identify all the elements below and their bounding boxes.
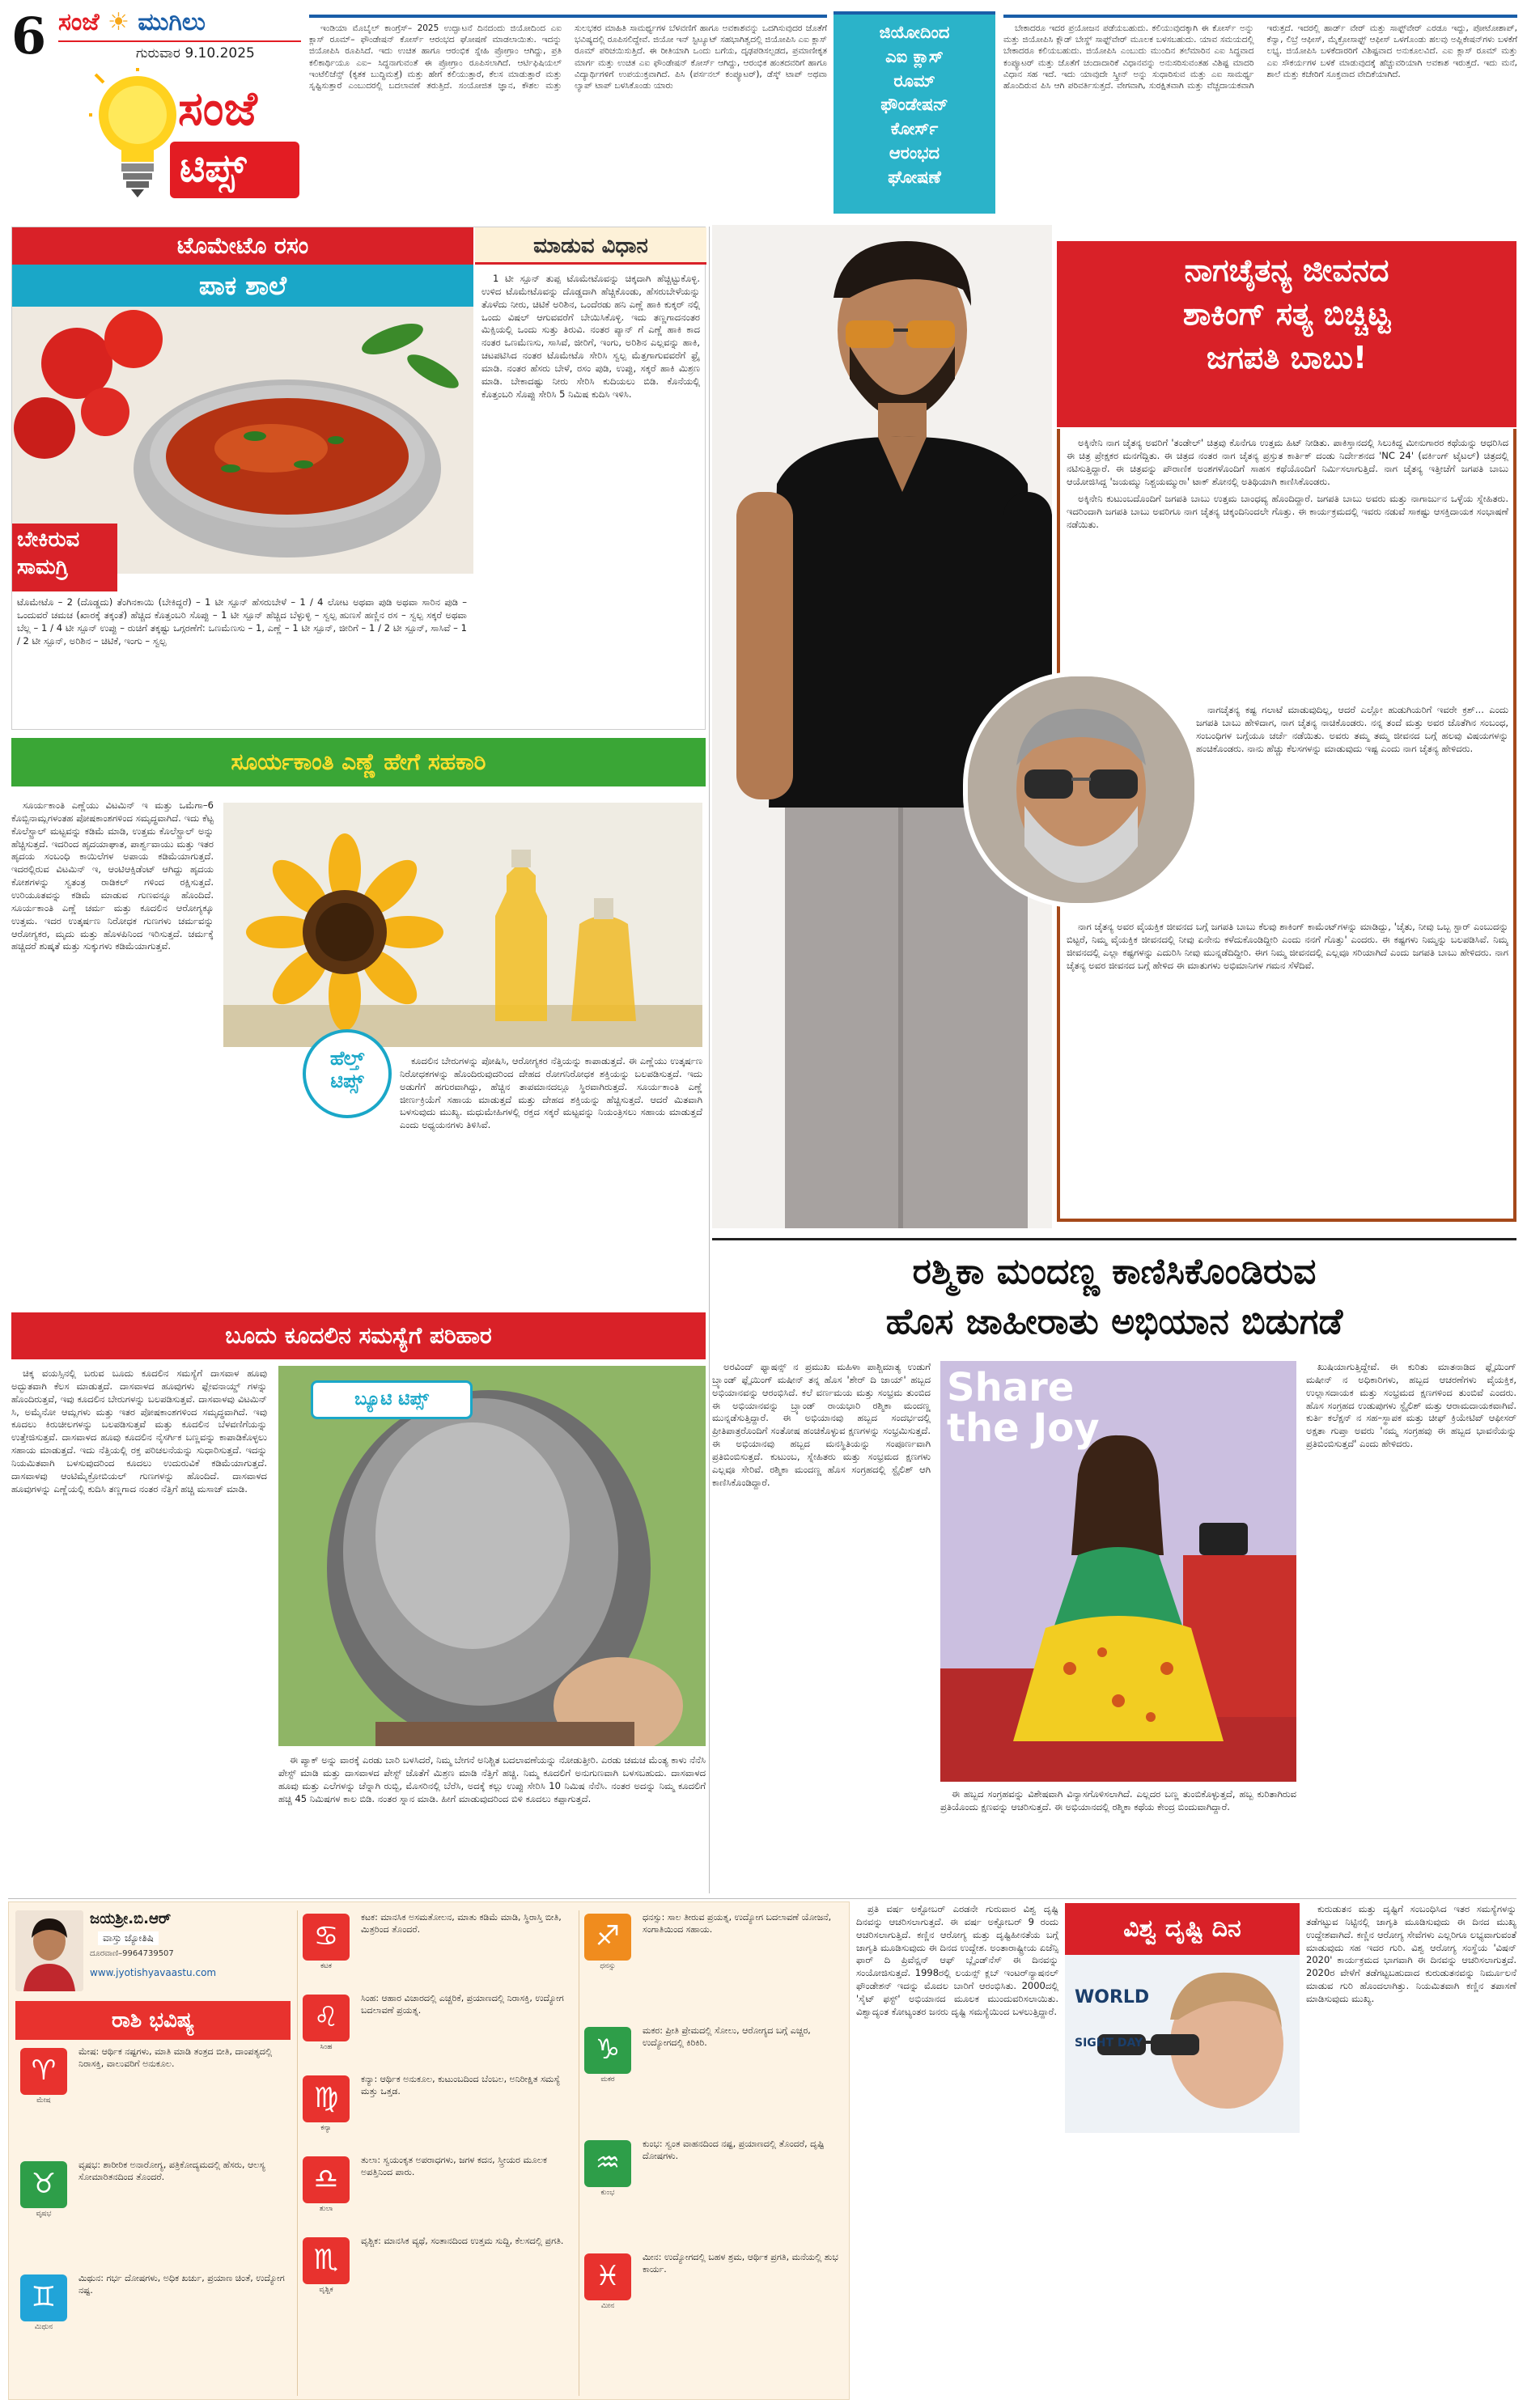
sunflower-text-2: ಕೂದಲಿನ ಬೇರುಗಳನ್ನು ಪೋಷಿಸಿ, ಆರೋಗ್ಯಕರ ನೆತ್ತಿಯನ್ನು ಕಾಪಾಡುತ್ತದೆ. ಈ ಎಣ್ಣೆಯು ಉತ್ಕರ್ಷಣ ನಿರೋಧಕಗಳನ್ನು ಹೊಂದಿರುವುದರಿಂದ ದೇಹದ ರೋಗನಿರೋಧಕ ಶಕ್ತಿಯನ್ನು ಬಲಪಡಿಸುತ್ತದೆ. ಇದು ಅಡುಗೆಗೆ ಹಗುರವಾಗಿದ್ದು, ಹೆಚ್ಚಿನ ತಾಪಮಾನದಲ್ಲೂ ಸ್ಥಿರವಾಗಿರುತ್ತದೆ. ಸೂರ್ಯಕಾಂತಿ ಎಣ್ಣೆ ಜೀರ್ಣಕ್ರಿಯೆಗೆ ಸಹಾಯ ಮಾಡುತ್ತದೆ ಮತ್ತು ದೇಹದ ಶಕ್ತಿಯನ್ನು ಹೆಚ್ಚಿಸುತ್ತದೆ. ಆದರೆ ಮಿತವಾಗಿ ಬಳಸುವುದು ಮುಖ್ಯ. ಮಧುಮೇಹಿಗಳಲ್ಲಿ ರಕ್ತದ ಸಕ್ಕರೆ ಮಟ್ಟವನ್ನು ನಿಯಂತ್ರಿಸಲು ಸಹಾಯ ಮಾಡುತ್ತದೆ ಎಂದು ಅಧ್ಯಯನಗಳು ತಿಳಿಸಿವೆ. xyxy=(400,1055,702,1131)
sunflower-col2 xyxy=(400,1055,702,1301)
horoscope-row xyxy=(15,2158,291,2271)
sunflower-title: ಸೂರ್ಯಕಾಂತಿ ಎಣ್ಣೆ ಹೇಗೆ ಸಹಕಾರಿ xyxy=(231,748,486,775)
sunflower-section xyxy=(11,738,706,1304)
ingredients-text: ಟೊಮೇಟೊ – 2 (ದೊಡ್ಡದು) ತೆಂಗಿನಕಾಯಿ (ಬೇಕಿದ್ದರೆ) – 1 ಟೀ ಸ್ಪೂನ್ ಹೆಸರುಬೇಳೆ – 1 / 4 ಲೋಟ ಅಥವಾ ಪುಡಿ ಅಥವಾ ಸಾರಿನ ಪುಡಿ – ಒಂದುವರೆ ಚಮಚ (ಖಾರಕ್ಕೆ ತಕ್ಕಂತೆ) ಹೆಚ್ಚಿದ ಕೊತ್ತಂಬರಿ ಸೊಪ್ಪು – 1 ಟೀ ಸ್ಪೂನ್ ಹೆಚ್ಚಿದ ಬೆಳ್ಳುಳ್ಳಿ – ಸ್ವಲ್ಪ ಹುಣಸೆ ಹಣ್ಣಿನ ರಸ – ಸ್ವಲ್ಪ ಸಕ್ಕರೆ ಅಥವಾ ಬೆಲ್ಲ – 1 / 4 ಟೀ ಸ್ಪೂನ್ ಉಪ್ಪು – ರುಚಿಗೆ ತಕ್ಕಷ್ಟು ಒಗ್ಗರಣೆಗೆ: ಒಣಮೆಣಸು – 1, ಎಣ್ಣೆ – 1 ಟೀ ಸ್ಪೂನ್, ಜೀರಿಗೆ – 1 / 2 ಟೀ ಸ್ಪೂನ್, ಸಾಸಿವೆ – 1 / 2 ಟೀ ಸ್ಪೂನ್, ಅರಿಶಿನ – ಚಿಟಿಕೆ, ಇಂಗು – ಸ್ವಲ್ಪ xyxy=(17,596,467,647)
poster-text xyxy=(1075,1987,1149,2050)
sunflower-text-1: ಸೂರ್ಯಕಾಂತಿ ಎಣ್ಣೆಯು ವಿಟಮಿನ್ ಇ ಮತ್ತು ಒಮೆಗಾ–6 ಕೊಬ್ಬಿನಾಮ್ಲಗಳಂತಹ ಪೋಷಕಾಂಶಗಳಿಂದ ಸಮೃದ್ಧವಾಗಿದೆ. ಇದು ಕೆಟ್ಟ ಕೊಲೆಸ್ಟ್ರಾಲ್ ಮಟ್ಟವನ್ನು ಕಡಿಮೆ ಮಾಡಿ, ಉತ್ತಮ ಕೊಲೆಸ್ಟ್ರಾಲ್ ಅನ್ನು ಹೆಚ್ಚಿಸುತ್ತದೆ. ಇದರಿಂದ ಹೃದಯಾಘಾತ, ಪಾರ್ಶ್ವವಾಯು ಮತ್ತು ಇತರ ಹೃದಯ ಸಂಬಂಧಿ ಕಾಯಿಲೆಗಳ ಅಪಾಯ ಕಡಿಮೆಯಾಗುತ್ತದೆ. ಇದರಲ್ಲಿರುವ ವಿಟಮಿನ್ ಇ, ಆಂಟಿಆಕ್ಸಿಡೆಂಟ್ ಆಗಿದ್ದು ಹೃದಯ ಕೋಶಗಳನ್ನು ಸ್ವತಂತ್ರ ರಾಡಿಕಲ್ ಗಳಿಂದ ರಕ್ಷಿಸುತ್ತದೆ. ಉರಿಯೂತವನ್ನು ಕಡಿಮೆ ಮಾಡುವ ಗುಣವನ್ನೂ ಹೊಂದಿದೆ. ಸೂರ್ಯಕಾಂತಿ ಎಣ್ಣೆ ಚರ್ಮ ಮತ್ತು ಕೂದಲಿನ ಆರೋಗ್ಯಕ್ಕೂ ಉತ್ತಮ. ಇದರ ಉತ್ಕರ್ಷಣ ನಿರೋಧಕ ಗುಣಗಳು ಚರ್ಮವನ್ನು ಆರೋಗ್ಯಕರ, ಮೃದು ಮತ್ತು ಹೊಳಪಿನಿಂದ ಇರಿಸುತ್ತದೆ. ಚರ್ಮಕ್ಕೆ ಹಚ್ಚಿದರೆ ಶುಷ್ಕತೆ ಮತ್ತು ಸುಕ್ಕುಗಳು ಕಡಿಮೆಯಾಗುತ್ತವೆ. xyxy=(11,799,214,952)
headline-line: ಘೋಷಣೆ xyxy=(888,167,941,187)
ingredients-label-2: ಸಾಮಗ್ರಿ xyxy=(17,554,69,579)
virgo-icon: ♍ xyxy=(303,2075,350,2122)
top-story-headline-box xyxy=(833,11,995,214)
hair-section xyxy=(11,1312,706,1895)
gemini-icon: ♊ xyxy=(20,2274,67,2321)
ad-tagline-1: Share xyxy=(947,1365,1075,1410)
method-title-bar xyxy=(475,227,706,265)
top-story-text-1: ಇಂಡಿಯಾ ಮೊಬೈಲ್ ಕಾಂಗ್ರೆಸ್– 2025 ಉದ್ಘಾಟನೆ ದಿನದಂದು ಜಿಯೋದಿಂದ ಎಐ ಕ್ಲಾಸ್ ರೂಮ್– ಫೌಂಡೇಷನ್ ಕೋರ್ಸ್ ಆರಂಭದ ಘೋಷಣೆ ಮಾಡಲಾಯಿತು. ಇದನ್ನು ಜಿಯೋಪಿಸಿ ರೂಪಿಸಿದೆ. ಇದು ಉಚಿತ ಹಾಗೂ ಆರಂಭಿಕ ಸ್ನೇಹಿ ಪ್ರೋಗ್ರಾಂ ಆಗಿದ್ದು, ಪ್ರತಿ ಕಲಿಕಾರ್ಥಿಯೂ ಎಐ– ಸಿದ್ಧನಾಗುವಂತೆ ಈ ಪ್ರೋಗ್ರಾಂ ರೂಪಿಸಲಾಗಿದೆ. ಆರ್ಟಿಫಿಷಿಯಲ್ ಇಂಟೆಲಿಜೆನ್ಸ್ (ಕೃತಕ ಬುದ್ಧಿಮತ್ತೆ) ಮತ್ತು ಹೇಗೆ ಕಲಿಯುತ್ತಾರೆ, ಕೆಲಸ ಮಾಡುತ್ತಾರೆ ಮತ್ತು ಸೃಷ್ಟಿಸುತ್ತಾರೆ ಎಂಬುದರಲ್ಲಿ ಬದಲಾವಣೆ ತರುತ್ತಿದೆ. ಸಂಯೋಜಿತ ಜ್ಞಾನ, ಕೌಶಲ ಮತ್ತು ಸುಲಭಕರ ಮಾಹಿತಿ ಸಾಮರ್ಥ್ಯಗಳ ಬೆಳವಣಿಗೆ ಹಾಗೂ ಅವಕಾಶವನ್ನು ಒದಗಿಸುವುದರ ಜೊತೆಗೆ ಭವಿಷ್ಯದಲ್ಲಿ ರೂಪಿಸಲಿದ್ದೇವೆ. ಜಿಯೋ ಇನ್ ಸ್ಟಿಟ್ಯೂಟ್ ಸಹಭಾಗಿತ್ವದಲ್ಲಿ ಜಿಯೋಪಿಸಿ ಎಐ ಕ್ಲಾಸ್ ರೂಮ್ ಪರಿಚಯಿಸುತ್ತಿದೆ. ಈ ರೀತಿಯಾಗಿ ಒಂದು ಬಗೆಯ, ದೃಢಪಡಿಸಲ್ಪಡದ, ಪ್ರಮಾಣೀಕೃತ ಮಾರ್ಗ ಮತ್ತು ಉಚಿತ ಎಐ ಫೌಂಡೇಷನ್ ಕೋರ್ಸ್ ಆಗಿದ್ದು, ಆರಂಭಿಕ ಹಂತದವರಿಗೆ ಹಾಗೂ ವಿದ್ಯಾರ್ಥಿಗಳಿಗೆ ಉಪಯುಕ್ತವಾಗಿದೆ. ಪಿಸಿ (ಪರ್ಸನಲ್ ಕಂಪ್ಯೂಟರ್), ಡೆಸ್ಕ್ ಟಾಪ್ ಅಥವಾ ಲ್ಯಾಪ್ ಟಾಪ್ ಬಳಸಿಕೊಂಡು ಯಾರು xyxy=(309,23,827,91)
sign-name: ಕುಂಭ xyxy=(600,2189,615,2197)
method-title: ಮಾಡುವ ವಿಧಾನ xyxy=(533,234,648,258)
hair-title: ಬೂದು ಕೂದಲಿನ ಸಮಸ್ಯೆಗೆ ಪರಿಹಾರ xyxy=(225,1322,492,1349)
naga-text-2: ಅಕ್ಕಿನೇನಿ ಕುಟುಂಬದೊಂದಿಗೆ ಜಗಪತಿ ಬಾಬು ಉತ್ತಮ ಬಾಂಧವ್ಯ ಹೊಂದಿದ್ದಾರೆ. ಜಗಪತಿ ಬಾಬು ಅವರು ಮತ್ತು ನಾಗಾರ್ಜುನ ಒಳ್ಳೆಯ ಸ್ನೇಹಿತರು. ಇದರಿಂದಾಗಿ ಜಗಪತಿ ಬಾಬು ಅವರಿಗೂ ನಾಗ ಚೈತನ್ಯ ಚಿಕ್ಕಂದಿನಿಂದಲೇ ಗೊತ್ತು. ಈ ಕಾರ್ಯಕ್ರಮದಲ್ಲಿ ಇವರು ನಡುವೆ ಸಾಕಷ್ಟು ಆಸಕ್ತಿದಾಯಕ ಸಂಭಾಷಣೆ ನಡೆಯಿತು. xyxy=(1067,493,1508,531)
naga-text-3: ನಾಗಚೈತನ್ಯ ಕಷ್ಟ ಗಲಾಟೆ ಮಾಡುವುದಿಲ್ಲ, ಆದರೆ ಎಲ್ಲೋ ಹುಡುಗಿಯರಿಗೆ ಇವರೇ ಕ್ರಶ್... ಎಂದು ಜಗಪತಿ ಬಾಬು ಹೇಳಿದಾಗ, ನಾಗ ಚೈತನ್ಯ ನಾಚಿಕೊಂಡರು. ನನ್ನ ತಂದೆ ಮತ್ತು ಅವರ ಜೊತೆಗಿನ ಸಂಬಂಧ, ಸಂಬಂಧಿಗಳ ಬಗ್ಗೆಯೂ ಚರ್ಚೆ ನಡೆಯಿತು. ಅವರು ತಮ್ಮ ತಮ್ಮ ಜೀವನದ ಬಗ್ಗೆ ಹಲವು ವಿಷಯಗಳನ್ನು ಹಂಚಿಕೊಂಡರು. ನಾನು ಹೆಚ್ಚು ಕೆಲಸಗಳನ್ನು ಮಾಡುವುದು ಇಷ್ಟ ಎಂದು ನಾಗ ಚೈತನ್ಯ ಹೇಳಿದರು. xyxy=(1196,704,1508,754)
brand-left: ಸಂಜೆ xyxy=(58,8,100,36)
top-story-col1 xyxy=(309,15,827,217)
sign-text: ಮೀನ: ಉದ್ಯೋಗದಲ್ಲಿ ಬಹಳ ಶ್ರಮ, ಆರ್ಥಿಕ ಪ್ರಗತಿ, ಮನೆಯಲ್ಲಿ ಶುಭ ಕಾರ್ಯ. xyxy=(643,2252,838,2274)
horoscope-row xyxy=(15,2271,291,2385)
sign-name: ಮೀನ xyxy=(600,2302,615,2310)
sign-text: ತುಲಾ: ಸ್ವಯಂಕೃತ ಅಪರಾಧಗಳು, ಜಗಳ ಕದನ, ಸ್ತ್ರೀಯರ ಮೂಲಕ ಅಪತ್ತಿನಿಂದ ಪಾರು. xyxy=(361,2155,547,2177)
page-number: 6 xyxy=(11,6,47,66)
hair-col1 xyxy=(11,1367,267,1892)
horoscope-col-right xyxy=(579,1910,846,2396)
ingredients-label xyxy=(12,524,117,591)
naga-text-1: ಅಕ್ಕಿನೇನಿ ನಾಗ ಚೈತನ್ಯ ಅವರಿಗೆ 'ತಂಡೇಲ್' ಚಿತ್ರವು ಕೊನೆಗೂ ಉತ್ತಮ ಹಿಟ್ ನೀಡಿತು. ಪಾಕಿಸ್ತಾನದಲ್ಲಿ ಸಿಲುಕಿದ್ದ ಮೀನುಗಾರರ ಕಥೆಯನ್ನು ಆಧರಿಸಿದ ಈ ಚಿತ್ರ ಪ್ರೇಕ್ಷಕರ ಮನಗೆದ್ದಿತು. ಈ ಚಿತ್ರದ ನಂತರ ನಾಗ ಚೈತನ್ಯ ಪ್ರಸ್ತುತ ಕಾರ್ತಿಕ್ ದಂಡು ನಿರ್ದೇಶನದ 'NC 24' (ವರ್ಕಿಂಗ್ ಟೈಟಲ್) ಚಿತ್ರದಲ್ಲಿ ನಟಿಸುತ್ತಿದ್ದಾರೆ. ಈ ಚಿತ್ರವನ್ನು ಪೌರಾಣಿಕ ಅಂಶಗಳೊಂದಿಗೆ ಸಾಹಸ ಕಥೆಯೊಂದಿಗೆ ನಿರ್ಮಿಸಲಾಗುತ್ತಿದೆ. ನಾಗ ಚೈತನ್ಯ ಇತ್ತೀಚೆಗೆ ಜಗಪತಿ ಬಾಬು ಆಯೋಜಿಸಿದ್ದ 'ಜಯಮ್ಮು ನಿಶ್ಚಯಮ್ಮುರಾ' ಟಾಕ್ ಶೋನಲ್ಲಿ ಅತಿಥಿಯಾಗಿ ಕಾಣಿಸಿಕೊಂಡರು. xyxy=(1067,437,1508,487)
author-role: ವಾಸ್ತು ಜ್ಯೋತಿಷಿ xyxy=(98,1931,159,1945)
scorpio-icon: ♏ xyxy=(303,2237,350,2284)
horoscope-row xyxy=(298,2072,572,2153)
sign-name: ಮೇಷ xyxy=(36,2096,51,2105)
rashmika-headline-2: ಹೊಸ ಜಾಹೀರಾತು ಅಭಿಯಾನ ಬಿಡುಗಡೆ xyxy=(885,1301,1343,1343)
horoscope-section xyxy=(8,1901,850,2400)
cancer-icon: ♋ xyxy=(303,1914,350,1961)
author-name: ಜಯಶ್ರೀ.ಬಿ.ಆರ್ xyxy=(90,1910,172,1927)
naga-para-bottom xyxy=(1067,921,1508,1214)
column-rule xyxy=(709,227,710,1893)
sign-text: ಮಿಥುನ: ಗರ್ಭ ದೋಷಗಳು, ಅಧಿಕ ಖರ್ಚು, ಪ್ರಯಾಣ ಚಿಂತೆ, ಉದ್ಯೋಗ ನಷ್ಟ. xyxy=(78,2273,285,2296)
horoscope-row xyxy=(298,1910,572,1991)
health-tips-badge xyxy=(303,1029,392,1118)
rashmika-headline-1: ರಶ್ಮಿಕಾ ಮಂದಣ್ಣ ಕಾಣಿಸಿಕೊಂಡಿರುವ xyxy=(912,1251,1317,1292)
rashmika-text-2: ಈ ಹಬ್ಬದ ಸಂಗ್ರಹವನ್ನು ವಿಶೇಷವಾಗಿ ವಿನ್ಯಾಸಗೊಳಿಸಲಾಗಿದೆ. ಎಲ್ಲದರ ಬಣ್ಣ ತುಂಬಿಕೊಳ್ಳುತ್ತದೆ, ಹಬ್ಬ ಕುರಿತಾಗಿರುವ ಪ್ರತಿಯೊಂದು ಕ್ಷಣವನ್ನು ಆಚರಿಸುತ್ತದೆ. ಈ ಅಭಿಯಾನದಲ್ಲಿ ರಶ್ಮಿಕಾ ಕಥೆಯ ಕೇಂದ್ರ ಬಿಂದುವಾಗಿದ್ದಾರೆ. xyxy=(940,1788,1296,1812)
headline-line: ಕೋರ್ಸ್ xyxy=(890,119,939,139)
libra-icon: ♎ xyxy=(303,2156,350,2203)
sight-text-2: ಕುರುಡುತನ ಮತ್ತು ದೃಷ್ಟಿಗೆ ಸಂಬಂಧಿಸಿದ ಇತರ ಸಮಸ್ಯೆಗಳನ್ನು ತಡೆಗಟ್ಟುವ ನಿಟ್ಟಿನಲ್ಲಿ ಜಾಗೃತಿ ಮೂಡಿಸುವುದು ಈ ದಿನದ ಮುಖ್ಯ ಉದ್ದೇಶವಾಗಿದೆ. ಕಣ್ಣಿನ ಆರೋಗ್ಯ ಸೇವೆಗಳು ಎಲ್ಲರಿಗೂ ಲಭ್ಯವಾಗುವಂತೆ ಮಾಡುವುದು ಸಹ ಇದರ ಗುರಿ. ವಿಶ್ವ ಆರೋಗ್ಯ ಸಂಸ್ಥೆಯ 'ವಿಷನ್ 2020' ಕಾರ್ಯಕ್ರಮದ ಭಾಗವಾಗಿ ಈ ದಿನವನ್ನು ಆಚರಿಸಲಾಗುತ್ತದೆ. 2020ರ ವೇಳೆಗೆ ತಡೆಗಟ್ಟಬಹುದಾದ ಕುರುಡುತನವನ್ನು ನಿರ್ಮೂಲನೆ ಮಾಡುವ ಗುರಿ ಹೊಂದಲಾಗಿತ್ತು. ನಿಯಮಿತವಾಗಿ ಕಣ್ಣಿನ ತಪಾಸಣೆ ಮಾಡಿಸುವುದು ಮುಖ್ಯ. xyxy=(1306,1903,1516,2005)
sign-name: ವೃಷಭ xyxy=(36,2210,52,2218)
method-text-block xyxy=(481,273,700,726)
sunflower-col1 xyxy=(11,799,214,1301)
naga-headline-1: ನಾಗಚೈತನ್ಯ ಜೀವನದ xyxy=(1184,252,1389,288)
masthead-rule xyxy=(58,40,301,42)
hair-col2 xyxy=(278,1754,706,1892)
naga-headline xyxy=(1057,241,1516,380)
headline-line: ಆರಂಭದ xyxy=(889,143,940,163)
sunflower-oil-photo xyxy=(223,803,702,1047)
author-website[interactable]: www.jyotishyavaastu.com xyxy=(90,1967,217,1978)
sign-name: ಕನ್ಯಾ xyxy=(320,2124,332,2132)
sign-text: ವೃಶ್ಚಿಕ: ಮಾನಸಿಕ ವ್ಯಥೆ, ಸಂತಾನದಿಂದ ಉತ್ತಮ ಸುದ್ದಿ, ಕೆಲಸದಲ್ಲಿ ಪ್ರಗತಿ. xyxy=(361,2236,564,2246)
rashmika-text-3: ಖುಷಿಯಾಗುತ್ತಿದ್ದೇವೆ. ಈ ಕುರಿತು ಮಾತನಾಡಿದ ಫ್ಲೈಯಿಂಗ್ ಮಷೀನ್ ನ ಅಧಿಕಾರಿಗಳು, ಹಬ್ಬದ ಆಚರಣೆಗಳು ವೈಯಕ್ತಿಕ, ಉಲ್ಲಾಸದಾಯಕ ಮತ್ತು ಸಂಭ್ರಮದ ಕ್ಷಣಗಳಿಂದ ತುಂಬಿವೆ ಎಂದರು. ಹೊಸ ಸಂಗ್ರಹದ ಉಡುಪುಗಳು ಸ್ಟೈಲಿಶ್ ಮತ್ತು ಆರಾಮದಾಯಕವಾಗಿವೆ. ಕುರ್ತಿ ಕಲೆಕ್ಷನ್ ನ ಸಹ–ಸ್ಥಾಪಕ ಮತ್ತು ಚೀಫ್ ಕ್ರಿಯೇಟಿವ್ ಆಫೀಸರ್ ಅಕ್ಷತಾ ಗುಪ್ತಾ ಅವರು 'ನಮ್ಮ ಸಂಗ್ರಹವು ಈ ಹಬ್ಬದ ಭಾವನೆಯನ್ನು ಪ್ರತಿಬಿಂಬಿಸುತ್ತದೆ' ಎಂದು ಹೇಳಿದರು. xyxy=(1306,1361,1516,1450)
recipe-section xyxy=(11,227,706,730)
horoscope-row xyxy=(298,1991,572,2072)
sign-text: ಕನ್ಯಾ: ಆರ್ಥಿಕ ಅನುಕೂಲ, ಕುಟುಂಬದಿಂದ ಬೆಂಬಲ, ಅನಿರೀಕ್ಷಿತ ಸಮಸ್ಯೆ ಮತ್ತು ಒತ್ತಡ. xyxy=(361,2074,561,2096)
method-text: 1 ಟೀ ಸ್ಪೂನ್ ತುಪ್ಪ ಟೊಮೇಟೊವನ್ನು ಚಿಕ್ಕದಾಗಿ ಹೆಚ್ಚಿಟ್ಟುಕೊಳ್ಳಿ. ಉಳಿದ ಟೊಮೇಟೊವನ್ನು ದೊಡ್ಡದಾಗಿ ಹೆಚ್ಚಿಕೊಂಡು, ಹೆಸರುಬೇಳೆಯನ್ನು ತೊಳೆದು ನೀರು, ಚಿಟಿಕೆ ಅರಿಶಿನ, ಒಂದೆರಡು ಹನಿ ಎಣ್ಣೆ ಹಾಕಿ ಕುಕ್ಕರ್ ನಲ್ಲಿ ಒಂದು ವಿಷಲ್ ಆಗುವವರೆಗೆ ಬೇಯಿಸಿಕೊಳ್ಳಿ. ಇದು ತಣ್ಣಗಾದನಂತರ ಮಿಕ್ಸಿಯಲ್ಲಿ ಒಂದು ಸುತ್ತು ತಿರುವಿ. ನಂತರ ಪ್ಯಾನ್ ಗೆ ಎಣ್ಣೆ ಹಾಕಿ ಕಾದ ನಂತರ ಒಣಮೆಣಸು, ಸಾಸಿವೆ, ಜೀರಿಗೆ, ಇಂಗು, ಅರಿಶಿನ ಎಲ್ಲವನ್ನು ಹಾಕಿ, ಚಟಪಟಿಸಿದ ನಂತರ ಟೊಮೇಟೊ ಸೇರಿಸಿ ಸ್ವಲ್ಪ ಮೆತ್ತಗಾಗುವವರೆಗೆ ಫ್ರೈ ಮಾಡಿ. ನಂತರ ಹೆಸರು ಬೇಳೆ, ರಸಂ ಪುಡಿ, ಉಪ್ಪು, ಸಕ್ಕರೆ ಹಾಕಿ ಮಿಶ್ರಣ ಮಾಡಿ. ಬೇಕಾದಷ್ಟು ನೀರು ಸೇರಿಸಿ ಕುದಿಯಲು ಬಿಡಿ. ಕೊನೆಯಲ್ಲಿ ಕೊತ್ತಂಬರಿ ಸೊಪ್ಪು ಸೇರಿಸಿ 5 ನಿಮಿಷ ಕುದಿಸಿ ಇಳಿಸಿ. xyxy=(481,273,700,400)
sight-col2 xyxy=(1065,2141,1300,2398)
health-badge-1: ಹೆಲ್ತ್ xyxy=(329,1047,365,1070)
capricorn-icon: ♑ xyxy=(584,2027,631,2074)
sight-col1 xyxy=(856,1903,1058,2398)
headline-line: ಜಿಯೋದಿಂದ xyxy=(879,23,950,42)
brand-right: ಮುಗಿಲು xyxy=(138,8,206,36)
headline-line: ರೂಮ್ xyxy=(893,70,935,91)
poster-text-2: SIGHT DAY xyxy=(1075,2037,1143,2050)
sign-name: ಸಿಂಹ xyxy=(320,2043,333,2051)
sunflower-title-bar xyxy=(11,738,706,786)
taurus-icon: ♉ xyxy=(20,2161,67,2208)
sign-text: ಸಿಂಹ: ಆಹಾರ ವಿಚಾರದಲ್ಲಿ ಎಚ್ಚರಿಕೆ, ಪ್ರಯಾಣದಲ್ಲಿ ನಿರಾಸಕ್ತಿ, ಉದ್ಯೋಗ ಬದಲಾವಣೆ ಪ್ರಯತ್ನ. xyxy=(361,1993,564,2016)
section-bar xyxy=(12,265,473,307)
grey-hair-photo xyxy=(278,1366,706,1746)
horoscope-col-left xyxy=(15,2045,291,2397)
tips-title-bottom: ಟಿಪ್ಸ್ xyxy=(180,146,247,191)
rashmika-text-1: ಅರವಿಂದ್ ಫ್ಯಾಷನ್ಸ್ ನ ಪ್ರಮುಖ ಮಹಿಳಾ ಪಾಶ್ಚಿಮಾತ್ಯ ಉಡುಗೆ ಬ್ರ್ಯಾಂಡ್ ಫ್ಲೈಯಿಂಗ್ ಮಷೀನ್ ತನ್ನ ಹೊಸ 'ಶೇರ್ ದಿ ಜಾಯ್' ಹಬ್ಬದ ಅಭಿಯಾನವನ್ನು ಆರಂಭಿಸಿದೆ. ಕಲೆ ವರ್ಣಮಯ ಮತ್ತು ಸಂಭ್ರಮ ತುಂಬಿದ ಈ ಅಭಿಯಾನವನ್ನು ಬ್ರ್ಯಾಂಡ್ ರಾಯಭಾರಿ ರಶ್ಮಿಕಾ ಮಂದಣ್ಣ ಮುನ್ನಡೆಸುತ್ತಿದ್ದಾರೆ. ಈ ಅಭಿಯಾನವು ಹಬ್ಬದ ಸಂದರ್ಭದಲ್ಲಿ ಪ್ರೀತಿಪಾತ್ರರೊಂದಿಗೆ ಸಂತೋಷ ಹಂಚಿಕೊಳ್ಳುವ ಕ್ಷಣಗಳನ್ನು ಸಂಭ್ರಮಿಸುತ್ತದೆ. ಈ ಅಭಿಯಾನವು ಹಬ್ಬದ ಮನಸ್ಥಿತಿಯನ್ನು ಸಂಪೂರ್ಣವಾಗಿ ಪ್ರತಿಬಿಂಬಿಸುತ್ತದೆ. ಕುಟುಂಬ, ಸ್ನೇಹಿತರು ಮತ್ತು ಸಂಭ್ರಮದ ಕ್ಷಣಗಳು ಎಲ್ಲವೂ ಸೇರಿವೆ. ರಶ್ಮಿಕಾ ಮಂದಣ್ಣ ಹೊಸ ಸಂಗ್ರಹದಲ್ಲಿ ಸ್ಟೈಲಿಶ್ ಆಗಿ ಕಾಣಿಸಿಕೊಂಡಿದ್ದಾರೆ. xyxy=(712,1361,931,1488)
leo-icon: ♌ xyxy=(303,1995,350,2041)
issue-date: ಗುರುವಾರ 9.10.2025 xyxy=(136,45,255,61)
hair-text-1: ಚಿಕ್ಕ ವಯಸ್ಸಿನಲ್ಲಿ ಬರುವ ಬೂದು ಕೂದಲಿನ ಸಮಸ್ಯೆಗೆ ದಾಸವಾಳ ಹೂವು ಅದ್ಭುತವಾಗಿ ಕೆಲಸ ಮಾಡುತ್ತದೆ. ದಾಸವಾಳದ ಹೂವುಗಳು ಫ್ಲೇವನಾಯ್ಡ್ ಗಳನ್ನು ಹೊಂದಿರುತ್ತವೆ, ಇವು ಕೂದಲಿನ ಬೇರುಗಳನ್ನು ಬಲಪಡಿಸುತ್ತವೆ. ದಾಸವಾಳವು ವಿಟಮಿನ್ ಸಿ, ಅಮೈನೋ ಆಮ್ಲಗಳು ಮತ್ತು ಇತರ ಪೋಷಕಾಂಶಗಳಿಂದ ಸಮೃದ್ಧವಾಗಿದೆ. ಇವು ಕೂದಲು ಕಿರುಚೀಲಗಳನ್ನು ಬಲಪಡಿಸುತ್ತವೆ ಮತ್ತು ಕೂದಲಿನ ಬೆಳವಣಿಗೆಯನ್ನು ಉತ್ತೇಜಿಸುತ್ತವೆ. ದಾಸವಾಳದ ಹೂವು ಕೂದಲಿನ ನೈಸರ್ಗಿಕ ಬಣ್ಣವನ್ನು ಕಾಪಾಡಿಕೊಳ್ಳಲು ಸಹಾಯ ಮಾಡುತ್ತದೆ. ಇದು ನೆತ್ತಿಯಲ್ಲಿ ರಕ್ತ ಪರಿಚಲನೆಯನ್ನು ಸುಧಾರಿಸುತ್ತದೆ. ಇದನ್ನು ನಿಯಮಿತವಾಗಿ ಬಳಸುವುದರಿಂದ ಕೂದಲು ಉದುರುವಿಕೆ ಕಡಿಮೆಯಾಗುತ್ತದೆ. ದಾಸವಾಳವು ಆಂಟಿಮೈಕ್ರೋಬಿಯಲ್ ಗುಣಗಳನ್ನು ಹೊಂದಿದೆ. ದಾಸವಾಳದ ಹೂವುಗಳನ್ನು ಎಣ್ಣೆಯಲ್ಲಿ ಕುದಿಸಿ ತಣ್ಣಗಾದ ನಂತರ ನೆತ್ತಿಗೆ ಹಚ್ಚಿ ಮಸಾಜ್ ಮಾಡಿ. xyxy=(11,1367,267,1494)
rashmika-headline xyxy=(712,1240,1516,1348)
brand-logo xyxy=(58,8,206,36)
beauty-badge-label: ಬ್ಯೂಟಿ ಟಿಪ್ಸ್ xyxy=(354,1389,429,1410)
section-label: ಪಾಕ ಶಾಲೆ xyxy=(198,270,287,301)
rashmika-col2 xyxy=(940,1788,1296,1895)
horoscope-row xyxy=(298,2153,572,2234)
horoscope-row xyxy=(579,2250,846,2363)
horoscope-row xyxy=(15,2045,291,2158)
poster-text-1: WORLD xyxy=(1075,1987,1150,2007)
sign-text: ಕುಂಭ: ಸ್ವಂತ ವಾಹನದಿಂದ ನಷ್ಟ, ಪ್ರಯಾಣದಲ್ಲಿ ತೊಂದರೆ, ದೃಷ್ಟಿ ದೋಷಗಳು. xyxy=(643,2139,825,2161)
naga-text-4: ನಾಗ ಚೈತನ್ಯ ಅವರ ವೈಯಕ್ತಿಕ ಜೀವನದ ಬಗ್ಗೆ ಜಗಪತಿ ಬಾಬು ಕೆಲವು ಶಾಕಿಂಗ್ ಕಾಮೆಂಟ್‌ಗಳನ್ನು ಮಾಡಿದ್ದು, 'ಚೈತು, ನೀವು ಒಬ್ಬ ಸ್ಟಾರ್ ಎಂಬುದನ್ನು ಬಿಟ್ಟರೆ, ನಿಮ್ಮ ವೈಯಕ್ತಿಕ ಜೀವನದಲ್ಲಿ ನೀವು ಏನೇನು ಕಳೆದುಕೊಂಡಿದ್ದೀರಿ ಎಂದು ನನಗೆ ಗೊತ್ತು' ಎಂದರು. ಈ ಕಷ್ಟಗಳು ನಿಮ್ಮನ್ನು ಬಲಪಡಿಸಿವೆ. ನಿಮ್ಮ ಜೀವನದಲ್ಲಿ ಎಲ್ಲಾ ಕಷ್ಟಗಳನ್ನು ಎದುರಿಸಿ ನೀವು ಮುನ್ನಡೆದಿದ್ದೀರಿ. ಈಗ ನಿಮ್ಮ ಜೀವನದಲ್ಲಿ ಎಲ್ಲವೂ ಸರಿಯಾಗಿದೆ ಎಂದು ಜಗಪತಿ ಬಾಬು ಹೇಳಿದರು. ನಾಗ ಚೈತನ್ಯ ಅವರ ಜೀವನದ ಬಗ್ಗೆ ಹೇಳಿದ ಈ ಮಾತುಗಳು ಅಭಿಮಾನಿಗಳ ಗಮನ ಸೆಳೆದಿವೆ. xyxy=(1067,921,1508,971)
horoscope-row xyxy=(579,2024,846,2137)
aquarius-icon: ♒ xyxy=(584,2140,631,2187)
ad-tagline-2: the Joy xyxy=(947,1405,1100,1452)
headline-line: ಎಐ ಕ್ಲಾಸ್ xyxy=(885,46,944,66)
naga-para-top xyxy=(1067,437,1508,696)
horoscope-row xyxy=(579,1910,846,2024)
naga-para-right xyxy=(1196,704,1508,914)
horoscope-title: ರಾಶಿ ಭವಿಷ್ಯ xyxy=(111,2008,195,2033)
sign-name: ಮಿಥುನ xyxy=(34,2323,53,2331)
horoscope-row xyxy=(579,2137,846,2250)
horoscope-row xyxy=(298,2234,572,2315)
aries-icon: ♈ xyxy=(20,2048,67,2095)
sign-text: ಮೇಷ: ಆರ್ಥಿಕ ನಷ್ಟಗಳು, ಮಾತಿ ಮಾಡಿ ತಂತ್ರದ ಬೀತಿ, ದಾಂಪತ್ಯದಲ್ಲಿ ನಿರಾಸಕ್ತಿ, ವಾಲುವರಿಗೆ ಅನುಕೂಲ. xyxy=(78,2046,273,2069)
rashmika-headline-box xyxy=(712,1238,1516,1351)
sign-name: ವೃಶ್ಚಿಕ xyxy=(319,2286,333,2294)
ad-tagline xyxy=(947,1365,1100,1452)
sight-text-1: ಪ್ರತಿ ವರ್ಷ ಅಕ್ಟೋಬರ್ ಎರಡನೇ ಗುರುವಾರ ವಿಶ್ವ ದೃಷ್ಟಿ ದಿನವನ್ನು ಆಚರಿಸಲಾಗುತ್ತದೆ. ಈ ವರ್ಷ ಅಕ್ಟೋಬರ್ 9 ರಂದು ಆಚರಿಸಲಾಗುತ್ತಿದೆ. ಕಣ್ಣಿನ ಆರೋಗ್ಯ ಮತ್ತು ದೃಷ್ಟಿಹೀನತೆಯ ಬಗ್ಗೆ ಜಾಗೃತಿ ಮೂಡಿಸುವುದು ಈ ದಿನದ ಉದ್ದೇಶ. ಅಂತಾರಾಷ್ಟ್ರೀಯ ಏಜೆನ್ಸಿ ಫಾರ್ ದಿ ಪ್ರಿವೆನ್ಷನ್ ಆಫ್ ಬ್ಲೈಂಡ್‌ನೆಸ್ ಈ ದಿನವನ್ನು ಸಂಯೋಜಿಸುತ್ತದೆ. 1998ರಲ್ಲಿ ಲಯನ್ಸ್ ಕ್ಲಬ್ ಇಂಟರ್‌ನ್ಯಾಷನಲ್ ಫೌಂಡೇಶನ್ ಇದನ್ನು ಮೊದಲ ಬಾರಿಗೆ ಆರಂಭಿಸಿತು. 2000ದಲ್ಲಿ 'ಸೈಟ್ ಫಸ್ಟ್' ಅಭಿಯಾನದ ಮೂಲಕ ಮುಂದುವರಿಸಲಾಯಿತು. ವಿಶ್ವಾದ್ಯಂತ ಕೋಟ್ಯಂತರ ಜನರು ದೃಷ್ಟಿ ಸಮಸ್ಯೆಯಿಂದ ಬಳಲುತ್ತಿದ್ದಾರೆ. xyxy=(856,1903,1058,2017)
sign-text: ವೃಷಭ: ಶಾರೀರಿಕ ಅನಾರೋಗ್ಯ, ಪತ್ರಿಕೋದ್ಯಮದಲ್ಲಿ ಹೆಸರು, ಆಲಸ್ಯ ಸೋಮಾರಿತನದಿಂದ ತೊಂದರೆ. xyxy=(78,2160,265,2182)
hair-text-2: ಈ ಪ್ಯಾಕ್ ಅನ್ನು ವಾರಕ್ಕೆ ಎರಡು ಬಾರಿ ಬಳಸಿದರೆ, ನಿಮ್ಮ ಬೇಗನೆ ಅನಿಶ್ಚಿತ ಬದಲಾವಣೆಯನ್ನು ನೋಡುತ್ತೀರಿ. ಎರಡು ಚಮಚ ಮೆಂತ್ಯ ಕಾಳು ನೆನೆಸಿ ಪೇಸ್ಟ್ ಮಾಡಿ ಮತ್ತು ದಾಸವಾಳದ ಪೇಸ್ಟ್ ಜೊತೆಗೆ ಮಿಶ್ರಣ ಮಾಡಿ ನೆತ್ತಿಗೆ ಹಚ್ಚಿ. ನಿಮ್ಮ ಕೂದಲಿಗೆ ಅನುಗುಣವಾಗಿ ಬಳಸಬಹುದು. ದಾಸವಾಳದ ಹೂವು ಮತ್ತು ಎಲೆಗಳನ್ನು ಚೆನ್ನಾಗಿ ರುಬ್ಬಿ, ಮೊಸರಿನಲ್ಲಿ ಬೆರೆಸಿ, ಅದಕ್ಕೆ ಕಲ್ಲು ಉಪ್ಪು ಸೇರಿಸಿ 10 ನಿಮಿಷ ನೆನೆಸಿ. ನಂತರ ಅದನ್ನು ನಿಮ್ಮ ಕೂದಲಿಗೆ ಹಚ್ಚಿ 45 ನಿಮಿಷಗಳ ಕಾಲ ಬಿಡಿ. ನಂತರ ಸ್ನಾನ ಮಾಡಿ. ಹೀಗೆ ಮಾಡುವುದರಿಂದ ಬಿಳಿ ಕೂದಲು ಕಪ್ಪಾಗುತ್ತದೆ. xyxy=(278,1754,706,1804)
beauty-tips-badge xyxy=(311,1380,473,1419)
sign-text: ಧನಸ್ಸು: ಸಾಲ ತೀರುವ ಪ್ರಯತ್ನ, ಉದ್ಯೋಗ ಬದಲಾವಣೆ ಯೋಜನೆ, ಸಂಗಾತಿಯಿಂದ ಸಹಾಯ. xyxy=(643,1912,832,1935)
naga-headline-2: ಶಾಕಿಂಗ್ ಸತ್ಯ ಬಿಚ್ಚಿಟ್ಟ xyxy=(1182,295,1391,332)
sight-col3 xyxy=(1306,1903,1516,2398)
sagittarius-icon: ♐ xyxy=(584,1914,631,1961)
rashmika-col1 xyxy=(712,1361,931,1895)
top-story-text-2: ಬೇಕಾದರೂ ಇದರ ಪ್ರಯೋಜನ ಪಡೆಯಬಹುದು. ಕಲಿಯುವುದಕ್ಕಾಗಿ ಈ ಕೋರ್ಸ್ ಅನ್ನು ಮತ್ತು ಜಿಯೋಪಿಸಿ ಕ್ಲೌಡ್ ಬೇಸ್ಡ್ ಸಾಫ್ಟ್‌ವೇರ್ ಮೂಲಕ ಬಳಸಬಹುದು. ಯಾವ ಸಮಯದಲ್ಲಿ ಬೇಕಾದರೂ ಕಲಿಯಬಹುದು. ಜಿಯೋಪಿಸಿ ಎಂಬುದು ಮುಂದಿನ ತಲೆಮಾರಿನ ಎಐ ಸಿದ್ಧವಾದ ಕಂಪ್ಯೂಟರ್ ಮತ್ತು ಜೊತೆಗೆ ಚಂದಾದಾರಿಕೆ ವಿಧಾನವನ್ನು ಅನುಸರಿಸುವಂತಹ ವಿಶಿಷ್ಟ ಮಾದರಿ ವಿಧಾನ ಸಹ ಇದೆ. ಇದು ಯಾವುದೇ ಸ್ಕ್ರೀನ್ ಅನ್ನು ಸುಧಾರಿಸುವ ಮತ್ತು ಎಐ ಸಾಮರ್ಥ್ಯ ಹೊಂದಿರುವ ಪಿಸಿ ಆಗಿ ಪರಿವರ್ತಿಸುತ್ತದೆ. ವೇಗವಾಗಿ, ಸುರಕ್ಷಿತವಾಗಿ ಮತ್ತು ವೆಚ್ಚದಾಯಕವಾಗಿ ಇರುತ್ತದೆ. ಇದರಲ್ಲಿ ಹಾರ್ಡ್ ವೇರ್ ಮತ್ತು ಸಾಫ್ಟ್‌ವೇರ್ ಎರಡೂ ಇದ್ದು, ಪೋಟೋಶಾಪ್, ಕೆನ್ವಾ, ಲಿಬ್ರೆ ಆಫೀಸ್, ಮೈಕ್ರೋಸಾಫ್ಟ್ ಆಫೀಸ್ ಒಳಗೊಂಡು ಹಲವು ಅಪ್ಲಿಕೇಷನ್‌ಗಳು ಬಳಕೆಗೆ ಲಭ್ಯ. ಜಿಯೋಪಿಸಿ ಬಳಕೆದಾರರಿಗೆ ವಿಶಿಷ್ಟವಾದ ಅನುಕೂಲವಿದೆ. ಎಐ ಕ್ಲಾಸ್ ರೂಮ್ ಮತ್ತು ಎಐ ಸೌಕರ್ಯಗಳ ಬಳಕೆ ಮಾಡುವುದಕ್ಕೆ ಹೆಚ್ಚುವರಿಯಾಗಿ ಅವಕಾಶ ಇರುತ್ತದೆ. ಇದು ಮನೆ, ಶಾಲೆ ಮತ್ತು ಕಚೇರಿಗೆ ಸೂಕ್ತವಾದ ವೇದಿಕೆಯಾಗಿದೆ. xyxy=(1003,23,1517,91)
sign-name: ಕಟಕ xyxy=(320,1962,332,1970)
naga-headline-3: ಜಗಪತಿ ಬಾಬು! xyxy=(1206,339,1368,375)
sign-name: ಮಕರ xyxy=(600,2075,615,2084)
horoscope-col-middle xyxy=(297,1910,572,2396)
sight-title: ವಿಶ್ವ ದೃಷ್ಟಿ ದಿನ xyxy=(1123,1914,1241,1943)
sign-name: ತುಲಾ xyxy=(319,2205,333,2213)
rashmika-col3 xyxy=(1306,1361,1516,1895)
headline-line: ಫೌಂಡೇಷನ್ xyxy=(880,95,948,115)
author-phone: ದೂರವಾಣಿ–9964739507 xyxy=(90,1949,174,1958)
sign-text: ಮಕರ: ಪ್ರೀತಿ ಪ್ರೇಮದಲ್ಲಿ ಸೋಲು, ಆರೋಗ್ಯದ ಬಗ್ಗೆ ಎಚ್ಚರ, ಉದ್ಯೋಗದಲ್ಲಿ ಕಿರಿಕಿರಿ. xyxy=(643,2025,811,2048)
horoscope-title-bar xyxy=(15,2001,291,2040)
sign-text: ಕಟಕ: ಮಾನಸಿಕ ಅಸಮತೋಲನ, ಮಾತು ಕಡಿಮೆ ಮಾಡಿ, ಸ್ಥಿರಾಸ್ತಿ ಬೀತಿ, ಮಿತ್ರರಿಂದ ತೊಂದರೆ. xyxy=(361,1912,562,1935)
ingredients-label-1: ಬೇಕಿರುವ xyxy=(17,528,80,552)
recipe-title-bar xyxy=(12,227,473,265)
naga-headline-box xyxy=(1057,241,1516,427)
author-photo xyxy=(15,1910,83,1991)
health-badge-2: ಟಿಪ್ಸ್ xyxy=(330,1070,364,1092)
recipe-title: ಟೊಮೇಟೊ ರಸಂ xyxy=(176,232,309,259)
hair-title-bar xyxy=(11,1312,706,1359)
sun-icon: ☀ xyxy=(108,8,129,36)
sight-title-bar xyxy=(1065,1903,1300,1955)
masthead xyxy=(0,0,308,218)
jagapathi-babu-photo xyxy=(963,672,1199,908)
tips-title-top: ಸಂಜೆ xyxy=(178,81,257,136)
row-rule xyxy=(8,1898,1516,1899)
sign-name: ಧನಸ್ಸು xyxy=(600,1962,616,1970)
pisces-icon: ♓ xyxy=(584,2253,631,2300)
top-story-headline xyxy=(833,15,995,197)
top-story-col2 xyxy=(1003,15,1517,217)
